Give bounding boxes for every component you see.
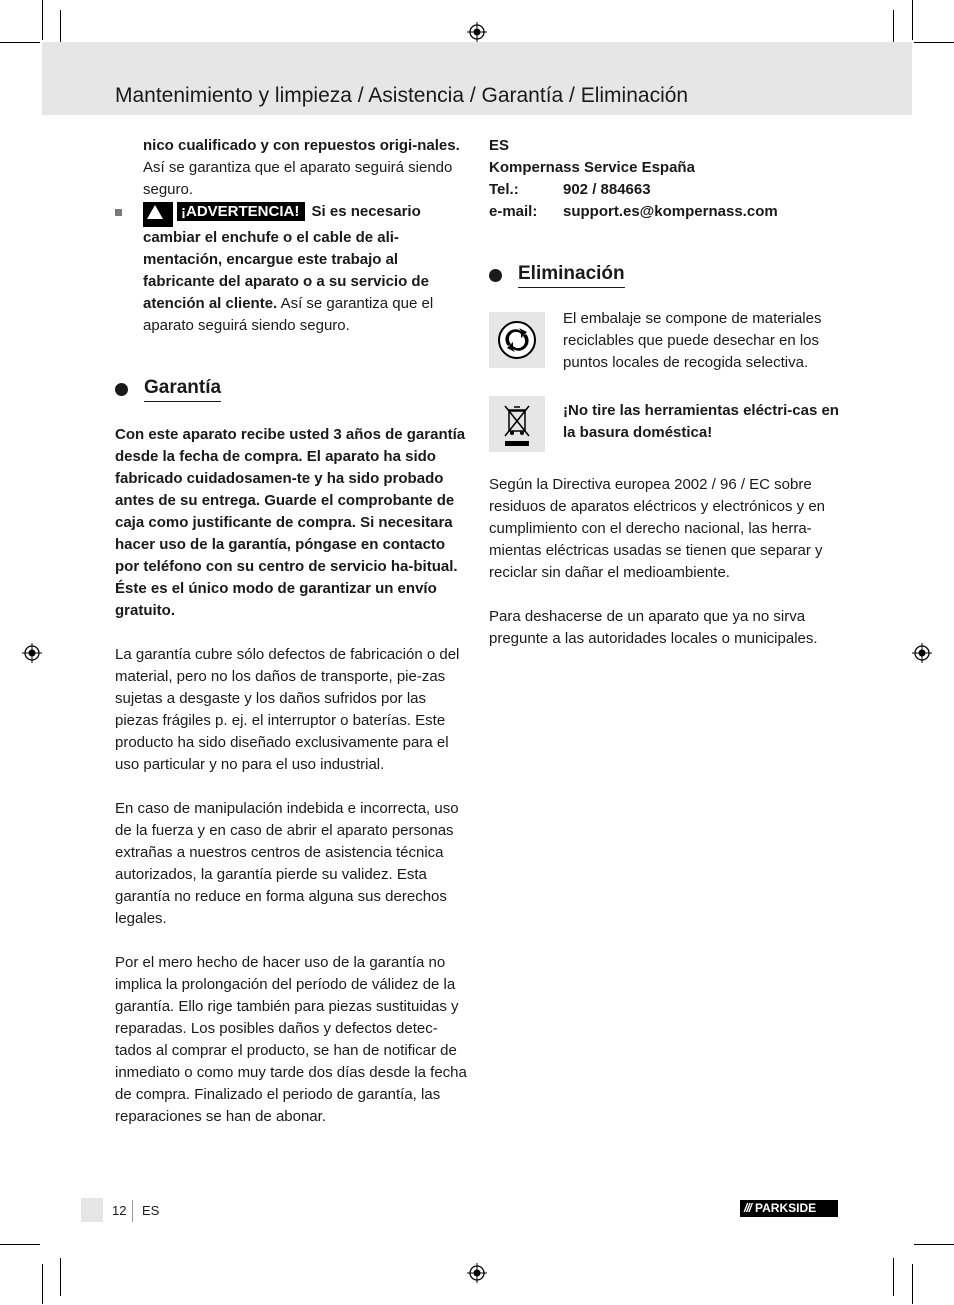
crop-mark	[893, 1258, 894, 1296]
dispose-paragraph: Para deshacerse de un aparato que ya no sirva pregunte a las autoridades locales o municipales.	[489, 608, 818, 647]
page-number: 12	[112, 1203, 127, 1218]
section-bullet-icon	[489, 269, 502, 282]
crop-mark	[42, 1264, 43, 1304]
warning-bold-text: Si es necesario cambiar el enchufe o el cable de ali-mentación, encargue este trabajo al fabricante del aparato o a su servicio de atención al cliente.	[143, 203, 429, 312]
recycle-row	[489, 312, 849, 374]
right-column	[489, 135, 849, 650]
continued-paragraph	[143, 135, 467, 201]
crop-mark	[0, 1244, 40, 1245]
crop-mark	[914, 42, 954, 43]
email-value: support.es@kompernass.com	[563, 203, 778, 220]
brand-name: PARKSIDE	[755, 1201, 817, 1215]
bullet-square-icon	[115, 209, 122, 216]
tel-value: 902 / 884663	[563, 181, 651, 198]
email-row	[489, 201, 778, 223]
brand-stripes: ///	[744, 1201, 752, 1215]
service-company: Kompernass Service España	[489, 159, 695, 176]
garantia-title: Garantía	[144, 377, 221, 402]
page-title: Mantenimiento y limpieza / Asistencia / Garantía / Eliminación	[115, 84, 689, 107]
footer-page-box	[81, 1198, 103, 1222]
garantia-paragraph-2: En caso de manipulación indebida e incorrecta, uso de la fuerza y en caso de abrir el aparato personas extrañas a nuestros centros de asistencia técnica autorizados, la garantía pierde su validez. Esta garantía no reduce en forma alguna sus derechos legales.	[115, 800, 459, 927]
section-bullet-icon	[115, 383, 128, 396]
directive-paragraph: Según la Directiva europea 2002 / 96 / EC sobre residuos de aparatos eléctricos y electrónicos y en cumplimiento con el derecho nacional, las herra-mientas eléctricas usadas se tienen que separar y reciclar sin dañar el medioambiente.	[489, 476, 826, 581]
garantia-heading	[115, 377, 467, 402]
registration-mark-icon	[912, 643, 932, 663]
tel-label: Tel.:	[489, 181, 519, 198]
left-column	[115, 135, 467, 1128]
warning-paragraph	[143, 201, 467, 337]
tel-row	[489, 179, 778, 201]
eliminacion-heading	[489, 263, 849, 288]
warning-normal-text: Así se garantiza que el aparato seguirá siendo seguro.	[143, 295, 434, 334]
crop-mark	[60, 1258, 61, 1296]
crop-mark	[42, 0, 43, 40]
garantia-bold-paragraph: Con este aparato recibe usted 3 años de garantía desde la fecha de compra. El aparato ha sido fabricado cuidadosamen-te y ha sido probado antes de su entrega. Guarde el comprobante de caja como justificante de compra. Si necesitara hacer uso de la garantía, póngase en contacto por teléfono con su centro de servicio ha-bitual. Éste es el único modo de garantizar un envío gratuito.	[115, 426, 466, 619]
recycle-text: El embalaje se compone de materiales reciclables que puede desechar en los puntos locales de recogida selectiva.	[563, 310, 822, 371]
contact-table	[489, 179, 778, 223]
eliminacion-title: Eliminación	[518, 263, 625, 288]
garantia-paragraph-1: La garantía cubre sólo defectos de fabricación o del material, pero no los daños de transporte, pie-zas sujetas a desgaste y los daños sufridos por las piezas frágiles p. ej. el interruptor o baterías. Este producto ha sido diseñado exclusivamente para el uso particular y no para el uso industrial.	[115, 646, 460, 773]
warning-triangle-icon	[143, 202, 173, 227]
crop-mark	[912, 0, 913, 40]
garantia-paragraph-3: Por el mero hecho de hacer uso de la garantía no implica la prolongación del período de válidez de la garantía. Ello rige también para piezas sustituidas y reparadas. Los posibles daños y defectos detec-tados al comprar el producto, se han de notificar de inmediato o como muy tarde dos días desde la fecha de compra. Finalizado el periodo de garantía, las reparaciones se han de abonar.	[115, 954, 467, 1125]
footer-language: ES	[142, 1203, 160, 1218]
crop-mark	[914, 1244, 954, 1245]
crop-mark	[912, 1264, 913, 1304]
continued-bold-text: nico cualificado y con repuestos origi-nales.	[143, 137, 460, 154]
weee-row	[489, 396, 849, 452]
footer-divider	[132, 1200, 133, 1222]
country-code: ES	[489, 137, 510, 154]
registration-mark-icon	[467, 22, 487, 42]
crop-mark	[0, 42, 40, 43]
crossed-bin-icon	[489, 396, 545, 452]
parkside-logo	[740, 1200, 838, 1217]
weee-warning-text: ¡No tire las herramientas eléctri-cas en la basura doméstica!	[563, 402, 839, 441]
recycling-icon	[489, 312, 545, 368]
email-label: e-mail:	[489, 203, 538, 220]
registration-mark-icon	[467, 1263, 487, 1283]
continued-normal-text: Así se garantiza que el aparato seguirá siendo seguro.	[143, 159, 453, 198]
warning-bullet	[115, 201, 467, 337]
registration-mark-icon	[22, 643, 42, 663]
warning-label: ¡ADVERTENCIA!	[177, 202, 305, 221]
